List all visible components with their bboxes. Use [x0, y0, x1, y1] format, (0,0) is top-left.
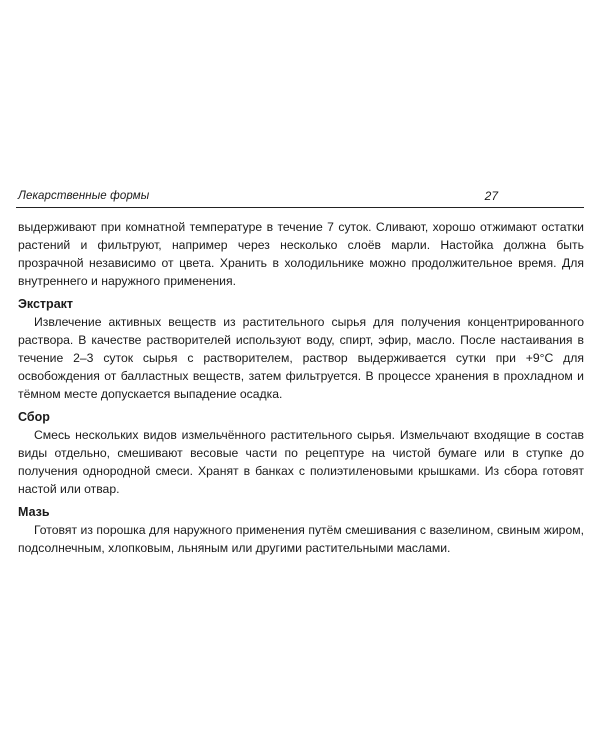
- section-extract: [18, 296, 584, 403]
- section-heading: Мазь: [18, 505, 50, 519]
- section-text: Извлечение активных веществ из растительного сырья для получения концентрированного раствора. В качестве растворителей используют воду, спирт, эфир, масло. После настаивания в течение 2–3 суток сырья с растворителем, раствор выдерживается сутки при +9°С для освобождения от балластных веществ, затем фильтруется. В процессе хранения в прохладном и тёмном месте допускается выпадение осадка.: [18, 315, 584, 401]
- section-heading: Экстракт: [18, 297, 74, 311]
- section-heading: Сбор: [18, 410, 50, 424]
- intro-paragraph: выдерживают при комнатной температуре в течение 7 суток. Сливают, хорошо отжимают остатки растений и фильтруют, например через несколько слоёв марли. Настойка должна быть прозрачной независимо от цвета. Хранить в холодильнике можно продолжительное время. Для внутреннего и наружного применения.: [18, 220, 584, 288]
- section-collection: [18, 409, 584, 498]
- section-text: Готовят из порошка для наружного применения путём смешивания с вазелином, свиным жиром, подсолнечным, хлопковым, льняным или другими растительными маслами.: [18, 523, 584, 555]
- section-text: Смесь нескольких видов измельчённого растительного сырья. Измельчают входящие в состав виды отдельно, смешивают весовые части по рецептуре на чистой бумаге или в ступке до получения однородной смеси. Хранят в банках с полиэтиленовыми крышками. Из сбора готовят настой или отвар.: [18, 428, 584, 496]
- page-body: [18, 218, 584, 557]
- page-header: [16, 187, 584, 208]
- running-title: Лекарственные формы: [18, 190, 150, 202]
- page-number: 27: [484, 189, 498, 203]
- section-ointment: [18, 504, 584, 557]
